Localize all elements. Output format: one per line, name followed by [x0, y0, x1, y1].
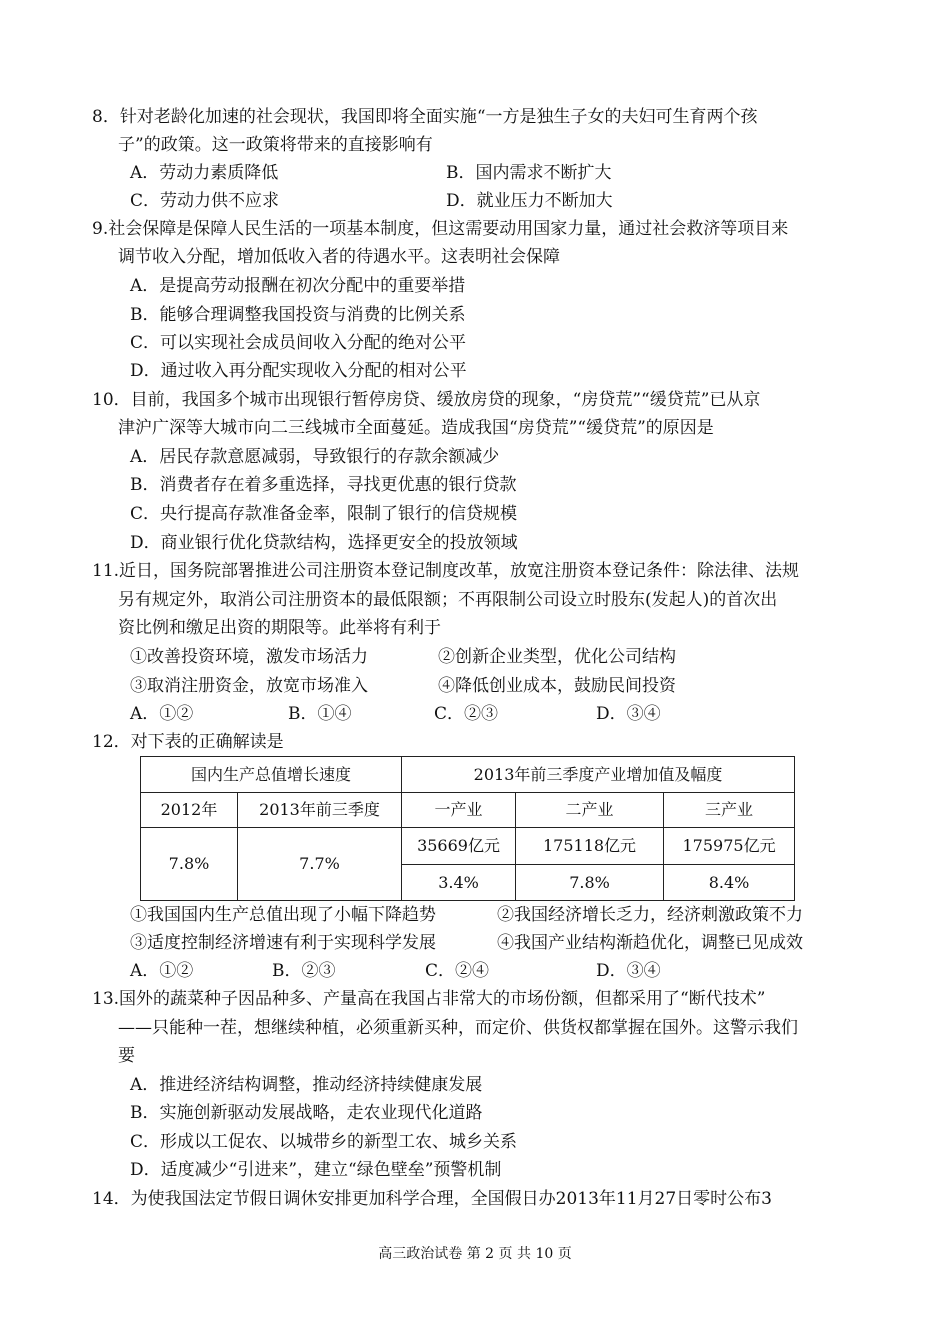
table-col-primary: 一产业	[402, 793, 516, 828]
q8-option-a: A．劳动力素质降低	[130, 163, 279, 183]
q10-stem-line2: 津沪广深等大城市向二三线城市全面蔓延。造成我国“房贷荒”“缓贷荒”的原因是	[118, 418, 714, 438]
page-footer: 高三政治试卷 第 2 页 共 10 页	[378, 1246, 572, 1262]
q12-option-b: B．②③	[272, 961, 336, 981]
q10-option-b: B．消费者存在着多重选择，寻找更优惠的银行贷款	[130, 475, 517, 495]
q13-stem-line3: 要	[118, 1046, 135, 1066]
q13-option-d: D．适度减少“引进来”，建立“绿色壁垒”预警机制	[130, 1160, 502, 1180]
q9-option-c: C．可以实现社会成员间收入分配的绝对公平	[130, 333, 467, 353]
table-col-2013-q1q3: 2013年前三季度	[238, 793, 402, 828]
q11-option-c: C．②③	[434, 704, 499, 724]
q11-option-d: D．③④	[596, 704, 661, 724]
q11-statement-1: ①改善投资环境，激发市场活力	[130, 647, 368, 667]
q9-stem-line1: 9.社会保障是保障人民生活的一项基本制度，但这需要动用国家力量，通过社会救济等项目来	[92, 219, 789, 239]
q11-stem-line2: 另有规定外，取消公司注册资本的最低限额；不再限制公司设立时股东(发起人)的首次出	[118, 590, 778, 610]
q9-stem-line2: 调节收入分配，增加低收入者的待遇水平。这表明社会保障	[118, 247, 560, 267]
q11-stem-line1: 11.近日，国务院部署推进公司注册资本登记制度改革，放宽注册资本登记条件：除法律、法规	[92, 561, 800, 581]
q10-option-a: A．居民存款意愿减弱，导致银行的存款余额减少	[130, 447, 500, 467]
table-header-industry-2013: 2013年前三季度产业增加值及幅度	[402, 757, 795, 793]
table-cell-2012-growth: 7.8%	[141, 828, 238, 901]
q11-option-a: A．①②	[130, 704, 194, 724]
table-cell-tertiary-value: 175975亿元	[664, 828, 795, 865]
q9-option-b: B．能够合理调整我国投资与消费的比例关系	[130, 305, 466, 325]
q8-stem-line2: 子”的政策。这一政策将带来的直接影响有	[118, 135, 433, 155]
q10-option-c: C．央行提高存款准备金率，限制了银行的信贷规模	[130, 504, 518, 524]
q12-option-d: D．③④	[596, 961, 661, 981]
q8-stem-line1: 8．针对老龄化加速的社会现状，我国即将全面实施“一方是独生子女的夫妇可生育两个孩	[92, 107, 758, 127]
table-cell-secondary-value: 175118亿元	[516, 828, 664, 865]
q9-option-d: D．通过收入再分配实现收入分配的相对公平	[130, 361, 467, 381]
table-cell-primary-rate: 3.4%	[402, 865, 516, 901]
gdp-table	[140, 756, 795, 901]
q13-option-a: A．推进经济结构调整，推动经济持续健康发展	[130, 1075, 483, 1095]
q8-option-c: C．劳动力供不应求	[130, 191, 280, 211]
q12-option-c: C．②④	[425, 961, 490, 981]
table-header-gdp-growth: 国内生产总值增长速度	[141, 757, 402, 793]
table-col-2012: 2012年	[141, 793, 238, 828]
q12-stem-line1: 12．对下表的正确解读是	[92, 732, 284, 752]
table-col-tertiary: 三产业	[664, 793, 795, 828]
table-cell-2013-growth: 7.7%	[238, 828, 402, 901]
q14-stem-line1: 14．为使我国法定节假日调休安排更加科学合理，全国假日办2013年11月27日零时公布3	[92, 1189, 772, 1209]
q11-statement-4: ④降低创业成本，鼓励民间投资	[438, 676, 676, 696]
q12-statement-4: ④我国产业结构渐趋优化，调整已见成效	[497, 933, 803, 953]
table-cell-tertiary-rate: 8.4%	[664, 865, 795, 901]
q10-option-d: D．商业银行优化贷款结构，选择更安全的投放领域	[130, 533, 518, 553]
q10-stem-line1: 10．目前，我国多个城市出现银行暂停房贷、缓放房贷的现象，“房贷荒”“缓贷荒”已从京	[92, 390, 761, 410]
q8-option-d: D．就业压力不断加大	[446, 191, 613, 211]
q13-stem-line1: 13.国外的蔬菜种子因品种多、产量高在我国占非常大的市场份额，但都采用了“断代技术”	[92, 989, 766, 1009]
q11-statement-3: ③取消注册资金，放宽市场准入	[130, 676, 368, 696]
q13-option-c: C．形成以工促农、以城带乡的新型工农、城乡关系	[130, 1132, 518, 1152]
q8-option-b: B．国内需求不断扩大	[446, 163, 612, 183]
q12-option-a: A．①②	[130, 961, 194, 981]
q12-statement-2: ②我国经济增长乏力，经济刺激政策不力	[497, 905, 803, 925]
table-cell-primary-value: 35669亿元	[402, 828, 516, 865]
q13-option-b: B．实施创新驱动发展战略，走农业现代化道路	[130, 1103, 483, 1123]
q12-statement-3: ③适度控制经济增速有利于实现科学发展	[130, 933, 436, 953]
q11-stem-line3: 资比例和缴足出资的期限等。此举将有利于	[118, 618, 441, 638]
table-cell-secondary-rate: 7.8%	[516, 865, 664, 901]
q13-stem-line2: ——只能种一茬，想继续种植，必须重新买种，而定价、供货权都掌握在国外。这警示我们	[118, 1018, 798, 1038]
q9-option-a: A．是提高劳动报酬在初次分配中的重要举措	[130, 276, 466, 296]
q11-option-b: B．①④	[288, 704, 352, 724]
table-col-secondary: 二产业	[516, 793, 664, 828]
q11-statement-2: ②创新企业类型，优化公司结构	[438, 647, 676, 667]
q12-statement-1: ①我国国内生产总值出现了小幅下降趋势	[130, 905, 436, 925]
